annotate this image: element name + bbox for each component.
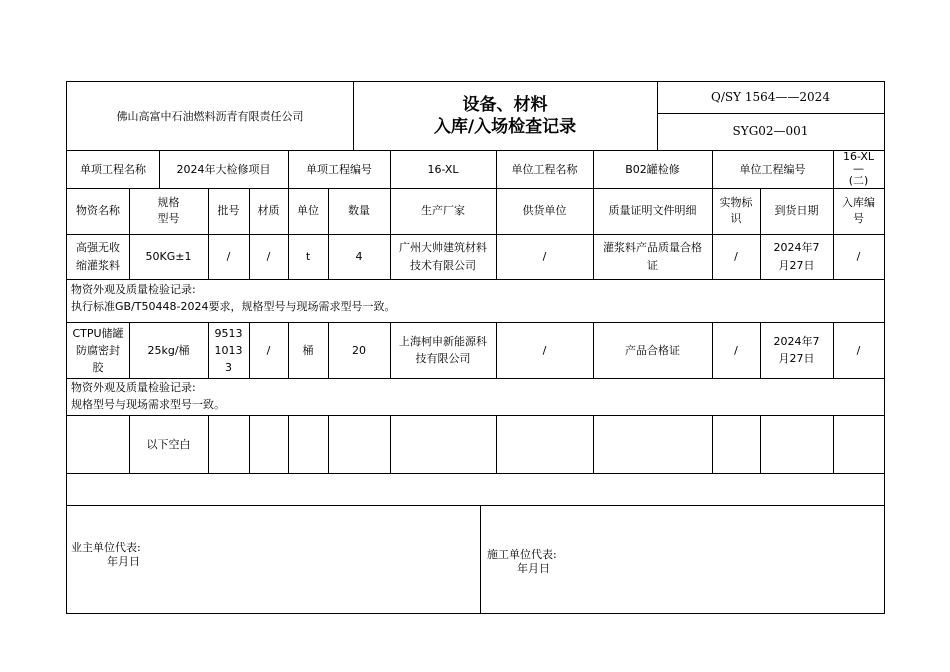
- column-header: 供货单位: [522, 204, 567, 217]
- rule-item1-bottom: [67, 279, 884, 280]
- column-header: 单位: [297, 204, 319, 217]
- rule-col-v: [496, 415, 497, 473]
- unit-name-label: 单位工程名称: [511, 162, 578, 176]
- item-cell: 产品合格证: [625, 343, 680, 357]
- standard-code: Q/SY 1564——2024: [711, 90, 830, 104]
- column-header: 规格 型号: [157, 196, 180, 225]
- owner-representative-label: 业主单位代表:: [71, 541, 141, 554]
- rule-col-v: [712, 415, 713, 473]
- item-cell: 上海柯申新能源科 技有限公司: [399, 335, 487, 365]
- item-cell: CTPU储罐 防腐密封 胶: [72, 326, 124, 374]
- rule-col-v: [208, 415, 209, 473]
- item-cell: /: [542, 249, 547, 263]
- inspection-label: 物资外观及质量检验记录:: [71, 381, 196, 394]
- rule-blank-row-bottom: [67, 473, 884, 474]
- blank-below-note: 以下空白: [146, 437, 191, 451]
- column-header: 生产厂家: [421, 204, 465, 217]
- project-name-label: 单项工程名称: [80, 162, 146, 176]
- unit-name-value: B02罐检修: [625, 162, 680, 176]
- rule-col-v: [288, 415, 289, 473]
- project-code-value: 16-XL: [427, 162, 459, 176]
- item-cell: /: [856, 249, 861, 263]
- inspection-label: 物资外观及质量检验记录:: [71, 283, 196, 296]
- column-header: 实物标 识: [719, 196, 753, 225]
- project-code-label: 单项工程编号: [306, 162, 372, 176]
- rule-col-v: [328, 415, 329, 473]
- column-header: 到货日期: [774, 204, 819, 217]
- unit-code-label: 单位工程编号: [739, 162, 806, 176]
- item-cell: 广州大帅建筑材料 技术有限公司: [399, 240, 487, 272]
- company-name: 佛山高富中石油燃料沥青有限责任公司: [116, 109, 304, 123]
- inspection-record-form: [66, 81, 885, 614]
- column-header: 批号: [217, 204, 240, 217]
- item-cell: 2024年7 月27日: [773, 240, 820, 272]
- item-cell: /: [856, 343, 861, 357]
- unit-code-value: 16-XL — (二): [842, 150, 875, 187]
- item-cell: 9513 1013 3: [214, 326, 243, 374]
- rule-empty-row-bottom: [67, 505, 884, 506]
- rule-col-v: [760, 415, 761, 473]
- column-header: 入库编 号: [842, 196, 875, 225]
- column-header: 物资名称: [76, 204, 120, 217]
- owner-date-label: 年月日: [107, 555, 140, 568]
- item-cell: 高强无收 缩灌浆料: [76, 240, 120, 272]
- item-cell: /: [734, 343, 738, 357]
- item-cell: /: [542, 343, 547, 357]
- rule-col-v: [593, 415, 594, 473]
- item-cell: 2024年7 月27日: [773, 335, 820, 365]
- rule-col-v: [249, 415, 250, 473]
- page-title: 设备、材料 入库/入场检查记录: [433, 95, 577, 137]
- item-cell: 灌浆料产品质量合格 证: [603, 240, 702, 272]
- item-cell: 25kg/桶: [147, 343, 190, 357]
- column-header: 材质: [257, 204, 280, 217]
- column-header: 数量: [348, 204, 370, 217]
- item-cell: /: [734, 249, 738, 263]
- item-cell: 桶: [302, 343, 314, 357]
- project-name-value: 2024年大检修项目: [176, 162, 271, 176]
- item-cell: /: [266, 343, 271, 357]
- rule-signature-split: [480, 505, 481, 613]
- item-cell: 50KG±1: [145, 249, 192, 263]
- item-cell: /: [226, 249, 231, 263]
- item-cell: /: [266, 249, 271, 263]
- rule-col-v: [390, 415, 391, 473]
- form-code: SYG02—001: [732, 124, 809, 138]
- item-cell: 4: [355, 249, 363, 263]
- contractor-date-label: 年月日: [517, 562, 550, 575]
- rule-col-v: [833, 415, 834, 473]
- contractor-representative-label: 施工单位代表:: [487, 548, 557, 561]
- item-cell: t: [305, 249, 311, 263]
- inspection-text: 规格型号与现场需求型号一致。: [71, 398, 225, 411]
- column-header: 质量证明文件明细: [608, 204, 697, 217]
- item-cell: 20: [352, 343, 366, 357]
- inspection-text: 执行标准GB/T50448-2024要求，规格型号与现场需求型号一致。: [71, 300, 396, 313]
